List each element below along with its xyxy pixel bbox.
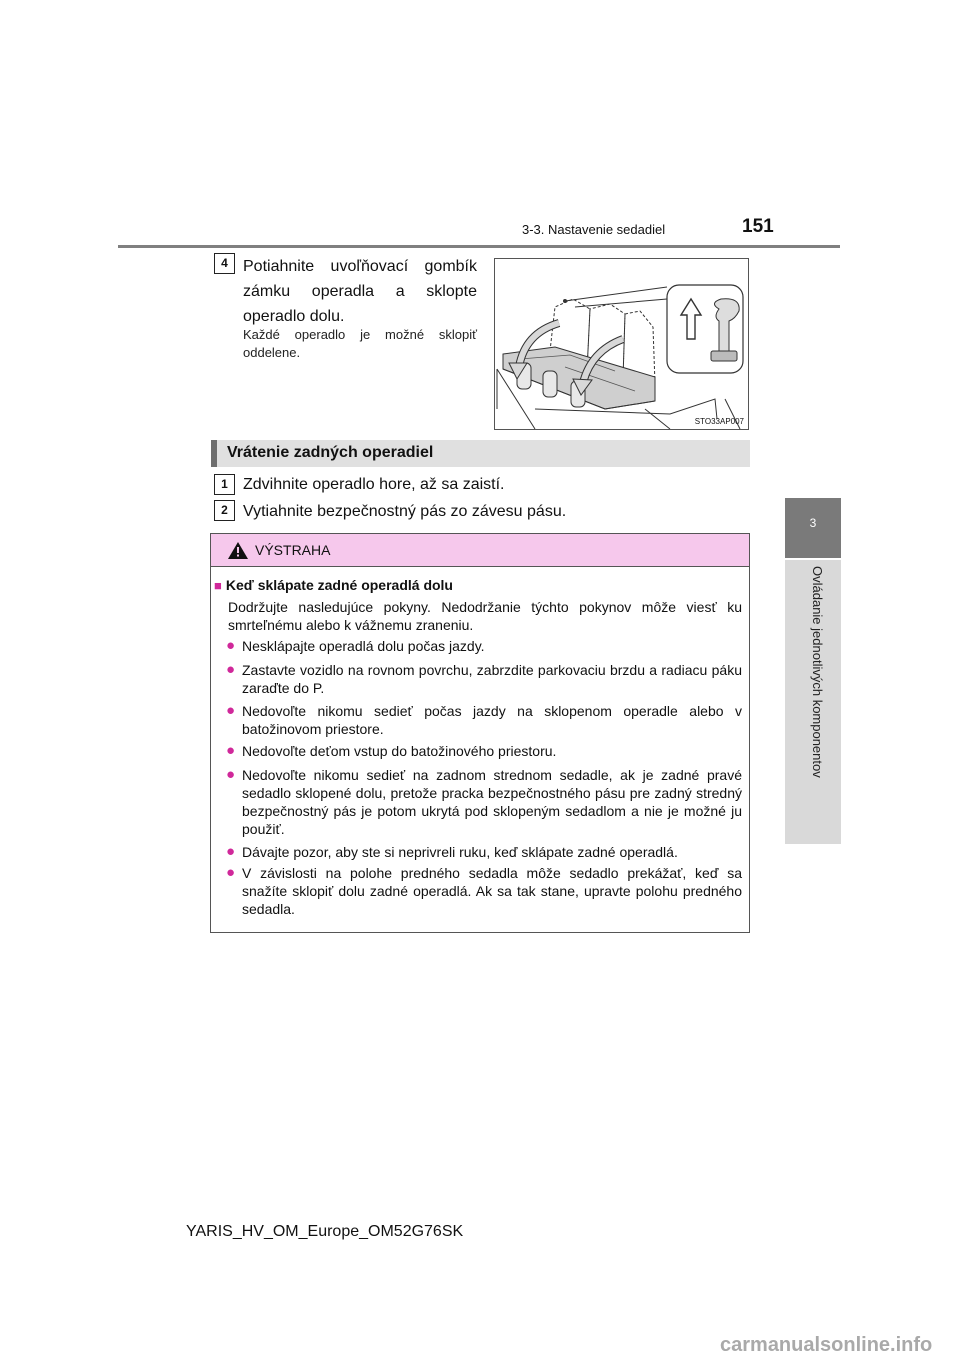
warning-bullet bbox=[226, 766, 742, 838]
warning-bullet bbox=[226, 864, 742, 918]
chapter-title: Ovládanie jednotlivých komponentov bbox=[810, 566, 825, 778]
header-rule bbox=[118, 245, 840, 248]
warning-bullet bbox=[226, 843, 742, 861]
warning-bullet-text: V závislosti na polohe predného sedadla môže sedadlo prekážať, keď sa snažíte sklopiť dolu zadné operadlá. Ak sa tak stane, upravte polohu predného sedadla. bbox=[242, 865, 742, 917]
bullet-dot-icon: ● bbox=[226, 702, 236, 719]
warning-header bbox=[211, 534, 749, 567]
step-4-note: Každé operadlo je možné sklopiť oddelene. bbox=[243, 327, 477, 360]
warning-bullet bbox=[226, 661, 742, 697]
document-code: YARIS_HV_OM_Europe_OM52G76SK bbox=[186, 1223, 464, 1240]
chapter-tab bbox=[785, 498, 841, 558]
warning-bullet bbox=[226, 637, 742, 655]
warning-bullet bbox=[226, 702, 742, 738]
section-title: Vrátenie zadných operadiel bbox=[227, 444, 434, 461]
step-2-text: Vytiahnite bezpečnostný pás zo závesu pásu. bbox=[243, 503, 567, 520]
warning-bullet-text: Nedovoľte nikomu sedieť na zadnom strednom sedadle, ak je zadné pravé sedadlo sklopené dolu, pretože pracka bezpečnostného pásu pre zadný stredný bezpečnostný pás je potom ukrytá pod sklopeným sedadlom a nie je možné ju použiť. bbox=[242, 767, 742, 837]
bullet-dot-icon: ● bbox=[226, 637, 236, 654]
figure-id: STO33AP007 bbox=[694, 417, 744, 426]
section-accent bbox=[211, 440, 217, 467]
bullet-dot-icon: ● bbox=[226, 661, 236, 678]
warning-bullet-text: Zastavte vozidlo na rovnom povrchu, zabrzdite parkovaciu brzdu a radiacu páku zaraďte do P. bbox=[242, 662, 742, 696]
square-bullet-icon: ■ bbox=[214, 578, 222, 593]
warning-bullet bbox=[226, 742, 742, 760]
seat-fold-drawing bbox=[495, 259, 750, 431]
warning-bullet-text: Nedovoľte deťom vstup do batožinového priestoru. bbox=[242, 743, 557, 759]
warning-title bbox=[214, 577, 453, 593]
warning-label: VÝSTRAHA bbox=[255, 542, 331, 558]
step-badge-4: 4 bbox=[214, 253, 235, 274]
watermark: carmanualsonline.info bbox=[720, 1334, 933, 1356]
running-header-section: 3-3. Nastavenie sedadiel bbox=[522, 222, 666, 237]
chapter-number: 3 bbox=[809, 516, 817, 530]
warning-triangle-icon bbox=[228, 542, 248, 559]
bullet-dot-icon: ● bbox=[226, 864, 236, 881]
step-badge-1: 1 bbox=[214, 474, 235, 495]
warning-title-text: Keď sklápate zadné operadlá dolu bbox=[225, 577, 453, 593]
seat-fold-illustration bbox=[494, 258, 749, 430]
page-number: 151 bbox=[742, 216, 774, 237]
bullet-dot-icon: ● bbox=[226, 843, 236, 860]
step-4-text: Potiahnite uvoľňovací gombík zámku operadla a sklopte operadlo dolu. bbox=[243, 258, 477, 325]
warning-intro: Dodržujte nasledujúce pokyny. Nedodržanie týchto pokynov môže viesť ku smrteľnému alebo k vážnemu zraneniu. bbox=[228, 599, 742, 633]
warning-bullet-text: Nedovoľte nikomu sedieť počas jazdy na sklopenom operadle alebo v batožinovom priestore. bbox=[242, 703, 742, 737]
bullet-dot-icon: ● bbox=[226, 766, 236, 783]
warning-bullet-text: Dávajte pozor, aby ste si neprivreli ruku, keď sklápate zadné operadlá. bbox=[242, 844, 678, 860]
bullet-dot-icon: ● bbox=[226, 742, 236, 759]
step-badge-2: 2 bbox=[214, 500, 235, 521]
warning-bullet-text: Nesklápajte operadlá dolu počas jazdy. bbox=[242, 638, 485, 654]
section-heading bbox=[211, 440, 750, 467]
step-1-text: Zdvihnite operadlo hore, až sa zaistí. bbox=[243, 476, 505, 493]
